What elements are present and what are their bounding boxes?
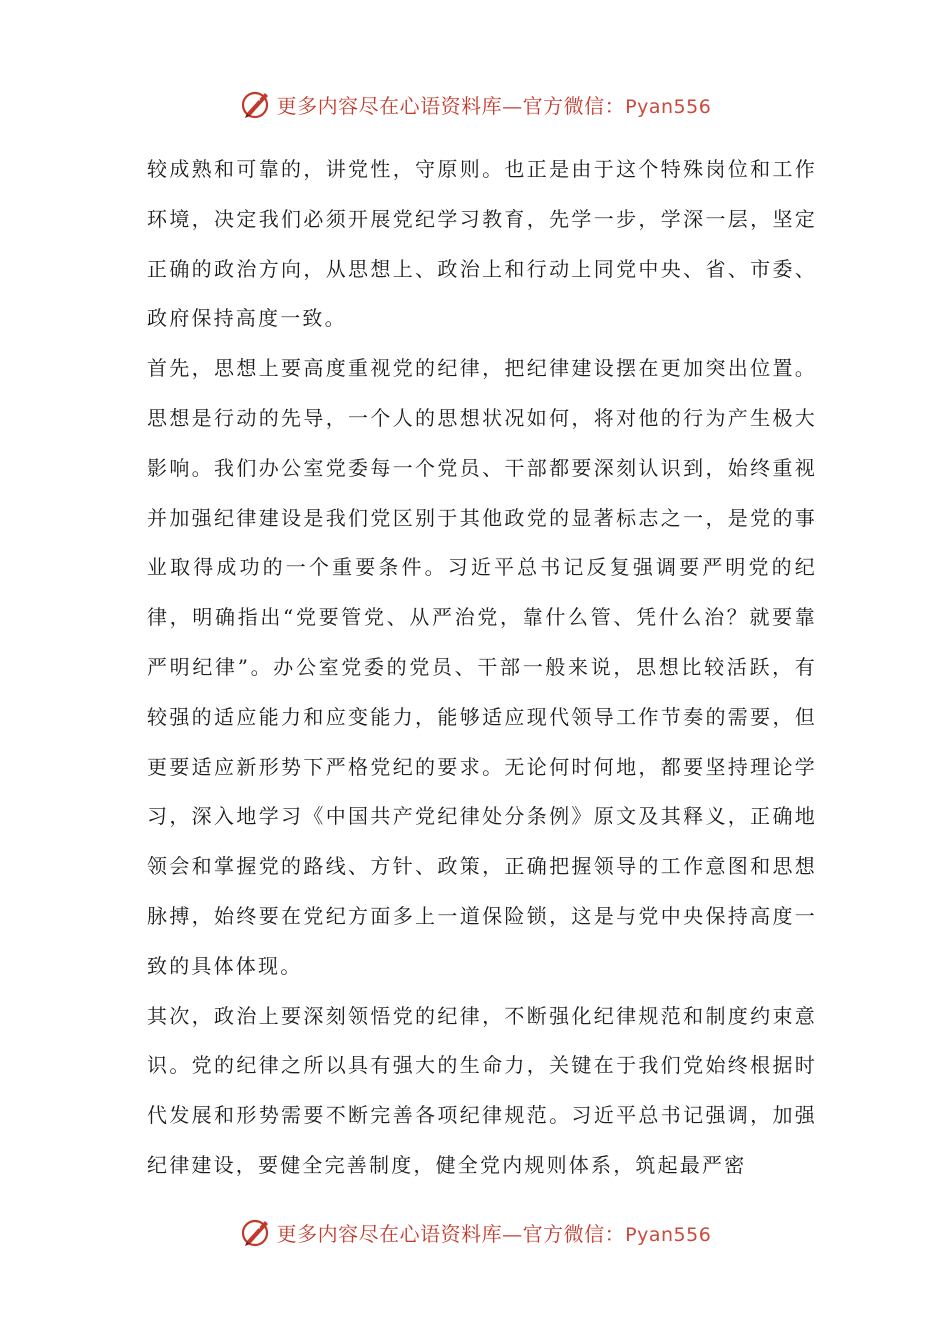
- footer-wechat-label: 官方微信：: [522, 1221, 626, 1246]
- header-separator: —: [502, 93, 523, 118]
- paragraph-3: 其次，政治上要深刻领悟党的纪律，不断强化纪律规范和制度约束意识。党的纪律之所以具有强大的生命力，关键在于我们党始终根据时代发展和形势需要不断完善各项纪律规范。习近平总书记强调，加强纪律建设，要健全完善制度，健全党内规则体系，筑起最严密: [147, 1003, 817, 1177]
- footer-brand: 更多内容尽在心语资料库: [276, 1221, 503, 1246]
- pen-logo-icon: [239, 87, 273, 121]
- paragraph-2: 首先，思想上要高度重视党的纪律，把纪律建设摆在更加突出位置。思想是行动的先导，一个人的思想状况如何，将对他的行为产生极大影响。我们办公室党委每一个党员、干部都要深刻认识到，始终重视并加强纪律建设是我们党区别于其他政党的显著标志之一，是党的事业取得成功的一个重要条件。习近平总书记反复强调要严明党的纪律，明确指出“党要管党、从严治党，靠什么管、凭什么治？就要靠严明纪律”。办公室党委的党员、干部一般来说，思想比较活跃，有较强的适应能力和应变能力，能够适应现代领导工作节奏的需要，但更要适应新形势下严格党纪的要求。无论何时何地，都要坚持理论学习，深入地学习《中国共产党纪律处分条例》原文及其释义，正确地领会和掌握党的路线、方针、政策，正确把握领导的工作意图和思想脉搏，始终要在党纪方面多上一道保险锁，这是与党中央保持高度一致的具体体现。: [147, 356, 817, 978]
- header-wechat-label: 官方微信：: [522, 93, 626, 118]
- header-banner-text: [277, 90, 712, 119]
- header-banner: [0, 84, 950, 124]
- footer-banner: [0, 1212, 950, 1252]
- footer-separator: —: [502, 1221, 523, 1246]
- document-body: [147, 145, 817, 1191]
- footer-wechat-id: Pyan556: [625, 1223, 712, 1246]
- pen-logo-icon: [239, 1215, 273, 1249]
- header-brand: 更多内容尽在心语资料库: [276, 93, 503, 118]
- header-wechat-id: Pyan556: [625, 95, 712, 118]
- paragraph-1: 较成熟和可靠的，讲党性，守原则。也正是由于这个特殊岗位和工作环境，决定我们必须开展党纪学习教育，先学一步，学深一层，坚定正确的政治方向，从思想上、政治上和行动上同党中央、省、市委、政府保持高度一致。: [147, 157, 817, 331]
- footer-banner-text: [277, 1218, 712, 1247]
